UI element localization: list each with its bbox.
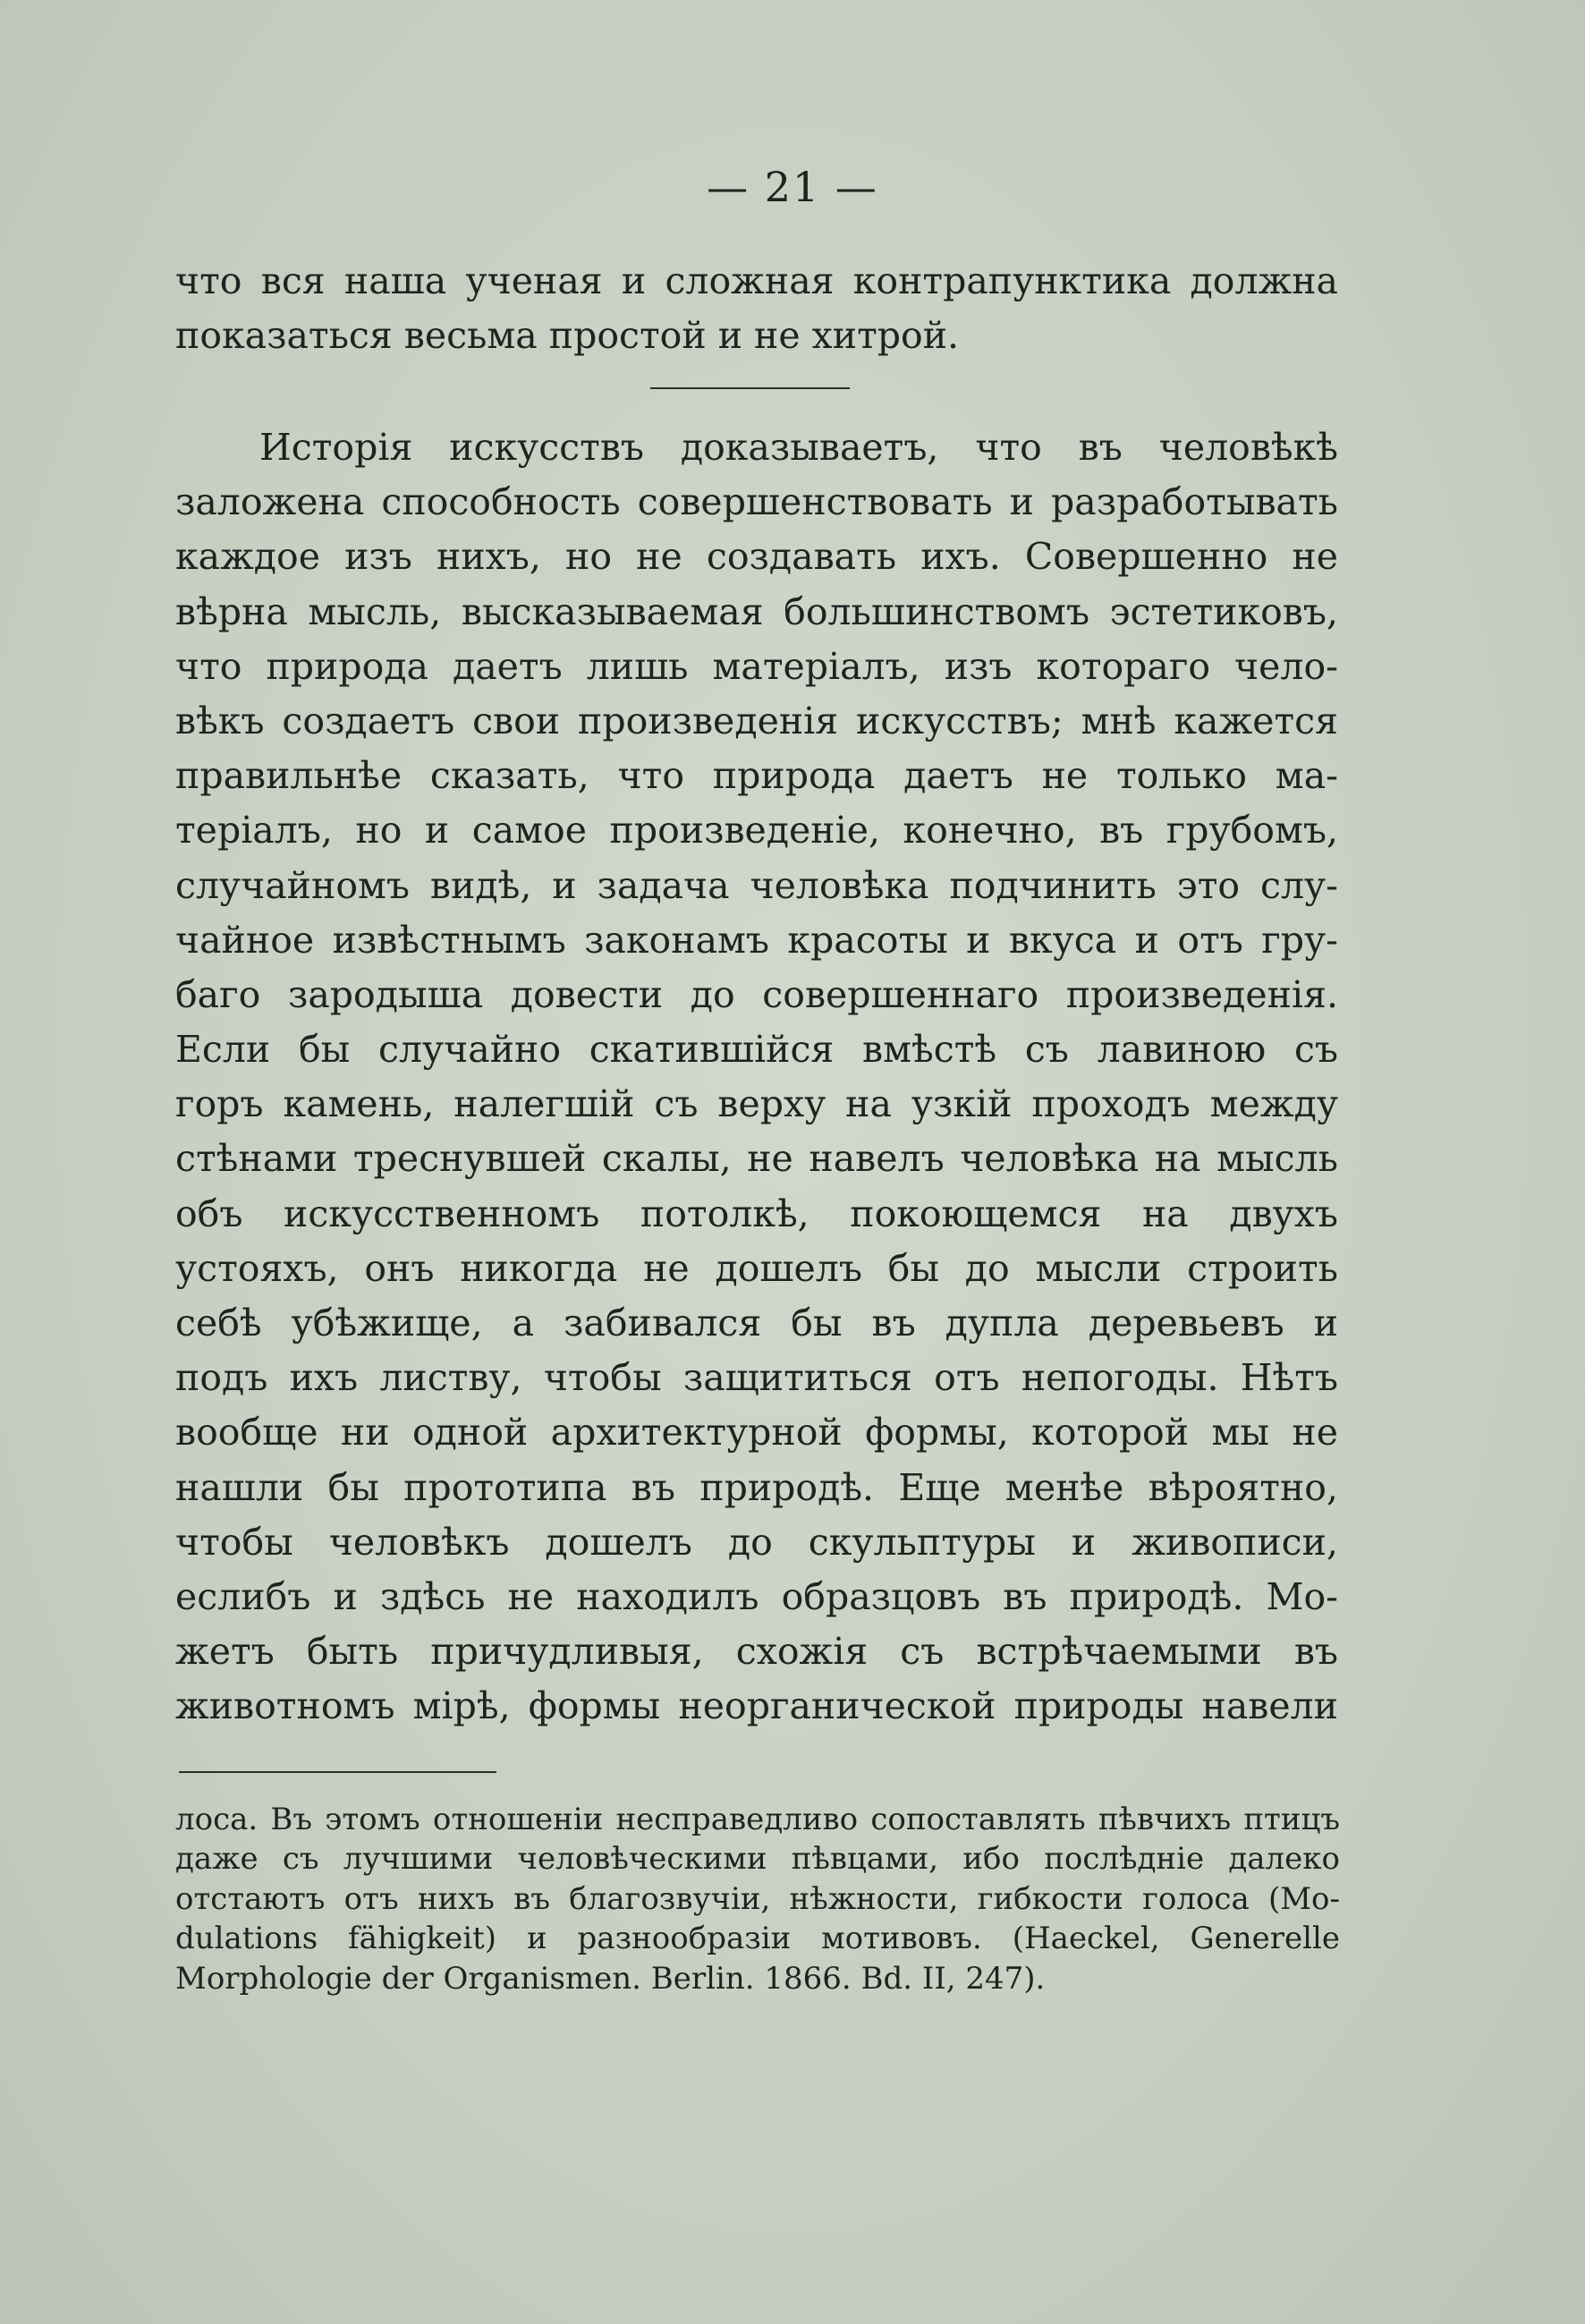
footnote-line: dulations fähigkeit) и разнообразіи мотивовъ. (Haeckel, Generelle xyxy=(175,1921,1340,1957)
text-line: что вся наша ученая и сложная контрапунктика должна xyxy=(175,259,1338,302)
text-line: теріалъ, но и самое произведеніе, конечно, въ грубомъ, xyxy=(175,809,1338,852)
text-line: стѣнами треснувшей скалы, не навелъ человѣка на мысль xyxy=(175,1137,1338,1181)
footnote-line: отстаютъ отъ нихъ въ благозвучіи, нѣжности, гибкости голоса (Mo- xyxy=(175,1880,1340,1917)
text-line: нашли бы прототипа въ природѣ. Еще менѣе вѣроятно, xyxy=(175,1465,1338,1509)
text-line: показаться весьма простой и не хитрой. xyxy=(175,314,960,358)
text-line: вѣрна мысль, высказываемая большинствомъ эстетиковъ, xyxy=(175,589,1338,633)
text-line: вѣкъ создаетъ свои произведенія искусствъ; мнѣ кажется xyxy=(175,699,1338,742)
text-line: баго зародыша довести до совершеннаго произведенія. xyxy=(175,972,1338,1016)
section-separator xyxy=(650,387,850,389)
text-line: что природа даетъ лишь матеріалъ, изъ котораго чело- xyxy=(175,644,1338,688)
text-line: устояхъ, онъ никогда не дошелъ бы до мысли строить xyxy=(175,1246,1338,1290)
text-line: себѣ убѣжище, а забивался бы въ дупла деревьевъ и xyxy=(175,1302,1338,1344)
footnote-line: даже съ лучшими человѣческими пѣвцами, ибо послѣдніе далеко xyxy=(175,1841,1340,1878)
text-line: еслибъ и здѣсь не находилъ образцовъ въ природѣ. Мо- xyxy=(175,1574,1338,1618)
text-line: вообще ни одной архитектурной формы, которой мы не xyxy=(175,1411,1338,1455)
continuation-paragraph xyxy=(175,254,1338,363)
footnote xyxy=(175,1800,1340,1998)
text-line: подъ ихъ листву, чтобы защититься отъ непогоды. Нѣтъ xyxy=(175,1356,1338,1400)
text-line: Если бы случайно скатившійся вмѣстѣ съ лавиною съ xyxy=(175,1028,1338,1072)
footnote-line: лоса. Въ этомъ отношеніи несправедливо сопоставлять пѣвчихъ птицъ xyxy=(175,1802,1340,1837)
text-line: каждое изъ нихъ, но не создавать ихъ. Совершенно не xyxy=(175,535,1338,579)
text-line: чайное извѣстнымъ законамъ красоты и вкуса и отъ гру- xyxy=(175,918,1338,962)
text-line: чтобы человѣкъ дошелъ до скульптуры и живописи, xyxy=(175,1520,1338,1564)
main-paragraph xyxy=(175,420,1338,1735)
footnote-line: Morphologie der Organismen. Berlin. 1866. Bd. II, 247). xyxy=(175,1960,1046,1997)
text-line: Исторія искусствъ доказываетъ, что въ человѣкѣ xyxy=(259,426,1338,469)
page-number: — 21 — xyxy=(707,163,878,211)
text-line: животномъ мірѣ, формы неорганической природы навели xyxy=(175,1684,1338,1728)
footnote-rule xyxy=(179,1771,496,1773)
text-line: заложена способность совершенствовать и разработывать xyxy=(175,480,1338,524)
text-line: горъ камень, налегшій съ верху на узкій проходъ между xyxy=(175,1082,1338,1126)
text-line: объ искусственномъ потолкѣ, покоющемся на двухъ xyxy=(175,1192,1338,1235)
text-line: случайномъ видѣ, и задача человѣка подчинить это слу- xyxy=(175,863,1338,907)
text-line: правильнѣе сказать, что природа даетъ не только ма- xyxy=(175,754,1338,798)
text-line: жетъ быть причудливыя, схожія съ встрѣчаемыми въ xyxy=(175,1630,1338,1674)
